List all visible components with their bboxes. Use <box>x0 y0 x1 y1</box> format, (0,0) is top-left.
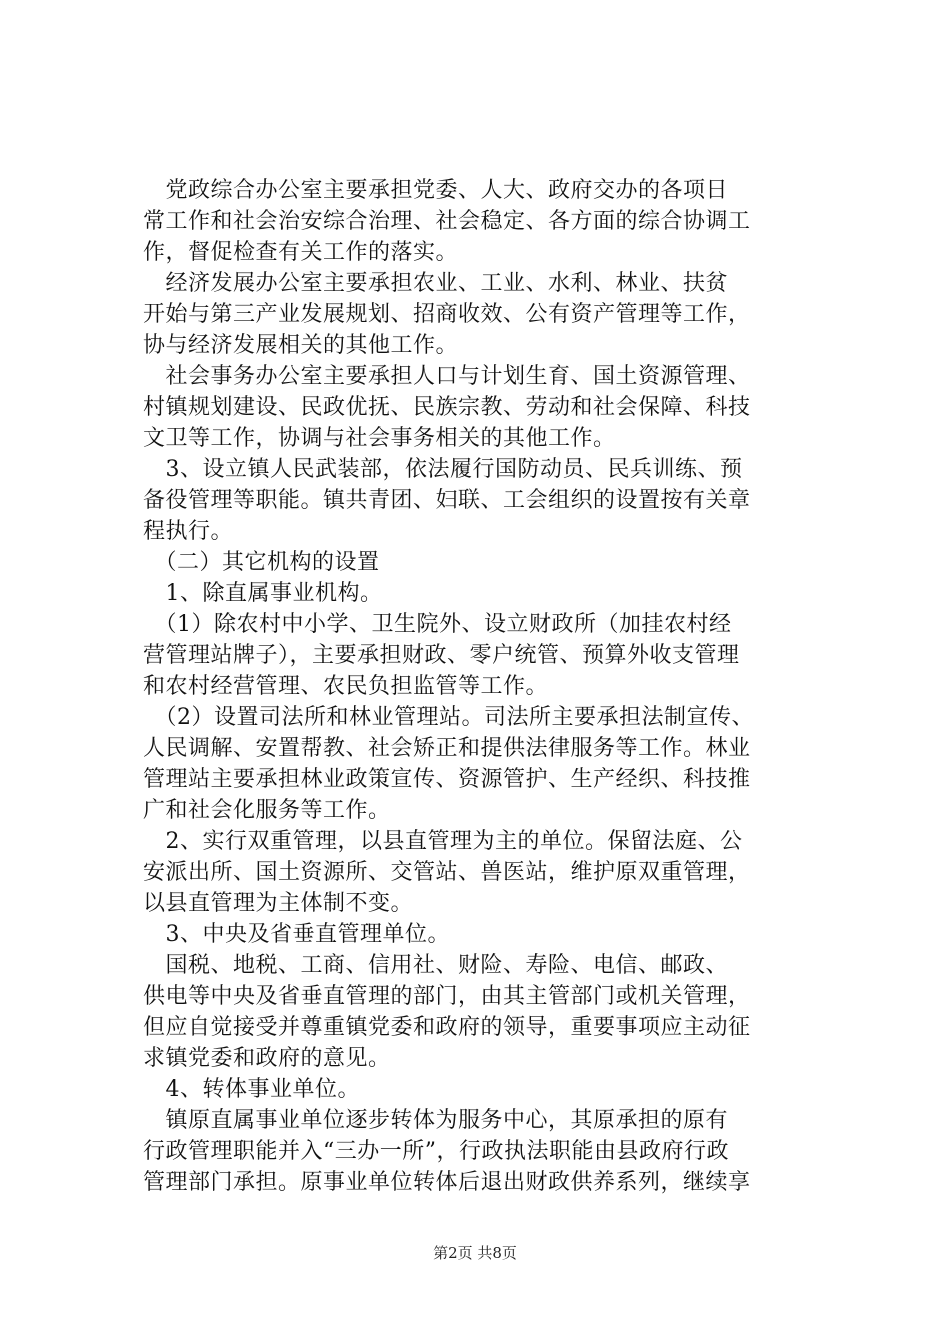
text-line: 3、设立镇人民武装部，依法履行国防动员、民兵训练、预 <box>143 457 743 482</box>
section-heading: （二）其它机构的设置 <box>143 550 380 575</box>
text-line: 社会事务办公室主要承担人口与计划生育、国土资源管理、 <box>143 364 751 389</box>
text-line: 村镇规划建设、民政优抚、民族宗教、劳动和社会保障、科技 <box>143 395 751 420</box>
text-line: 营管理站牌子），主要承担财政、零户统管、预算外收支管理 <box>143 643 740 668</box>
text-line: 党政综合办公室主要承担党委、人大、政府交办的各项日 <box>143 178 729 203</box>
text-line: 协与经济发展相关的其他工作。 <box>143 333 459 358</box>
text-line: 1、除直属事业机构。 <box>143 581 383 606</box>
text-line: 4、转体事业单位。 <box>143 1077 360 1102</box>
page-number-footer: 第2页 共8页 <box>433 1244 517 1262</box>
text-line: 经济发展办公室主要承担农业、工业、水利、林业、扶贫 <box>143 271 729 296</box>
text-line: 开始与第三产业发展规划、招商收效、公有资产管理等工作， <box>143 302 751 327</box>
text-line: 镇原直属事业单位逐步转体为服务中心，其原承担的原有 <box>143 1108 729 1133</box>
text-line: （1）除农村中小学、卫生院外、设立财政所（加挂农村经 <box>143 612 732 637</box>
text-line: 行政管理职能并入“三办一所”，行政执法职能由县政府行政 <box>143 1139 729 1164</box>
text-line: 安派出所、国土资源所、交管站、兽医站，维护原双重管理， <box>143 860 751 885</box>
text-line: 作，督促检查有关工作的落实。 <box>143 240 459 265</box>
text-line: 程执行。 <box>143 519 234 544</box>
text-line: 2、实行双重管理，以县直管理为主的单位。保留法庭、公 <box>143 829 743 854</box>
text-line: 但应自觉接受并尊重镇党委和政府的领导，重要事项应主动征 <box>143 1015 751 1040</box>
text-line: 人民调解、安置帮教、社会矫正和提供法律服务等工作。林业 <box>143 736 751 761</box>
text-line: 备役管理等职能。镇共青团、妇联、工会组织的设置按有关章 <box>143 488 751 513</box>
text-line: 以县直管理为主体制不变。 <box>143 891 414 916</box>
text-line: 和农村经营管理、农民负担监管等工作。 <box>143 674 549 699</box>
text-line: 国税、地税、工商、信用社、财险、寿险、电信、邮政、 <box>143 953 729 978</box>
text-line: 文卫等工作，协调与社会事务相关的其他工作。 <box>143 426 616 451</box>
text-line: 管理站主要承担林业政策宣传、资源管护、生产经织、科技推 <box>143 767 751 792</box>
text-line: 求镇党委和政府的意见。 <box>143 1046 391 1071</box>
text-line: 管理部门承担。原事业单位转体后退出财政供养系列，继续享 <box>143 1170 751 1195</box>
text-line: 供电等中央及省垂直管理的部门，由其主管部门或机关管理， <box>143 984 751 1009</box>
text-line: 3、中央及省垂直管理单位。 <box>143 922 450 947</box>
text-line: （2）设置司法所和林业管理站。司法所主要承担法制宣传、 <box>143 705 754 730</box>
text-line: 常工作和社会治安综合治理、社会稳定、各方面的综合协调工 <box>143 209 751 234</box>
text-line: 广和社会化服务等工作。 <box>143 798 391 823</box>
